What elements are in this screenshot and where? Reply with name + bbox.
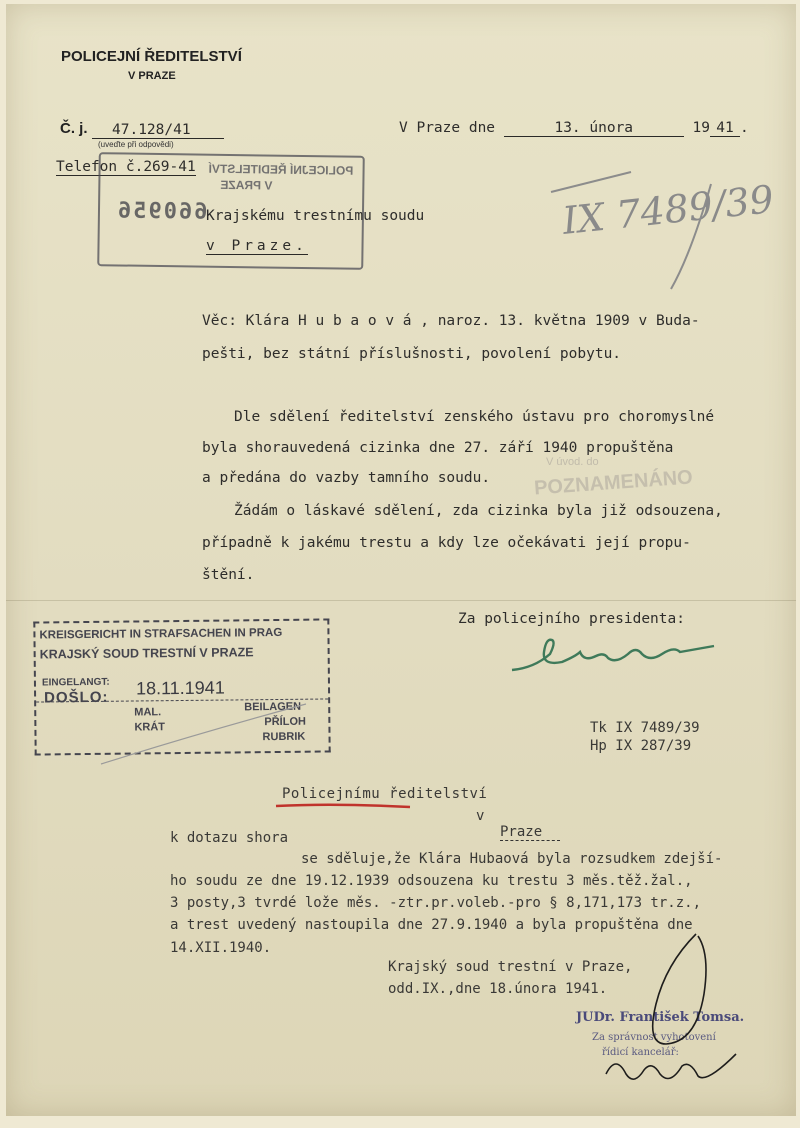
court-stamp-received-cz: DOŠLO: — [44, 688, 109, 707]
institution-city: V PRAZE — [128, 70, 176, 82]
police-stamp-line1: POLICEJNÍ ŘEDITELSTVÍ — [208, 161, 354, 178]
institution-name: POLICEJNÍ ŘEDITELSTVÍ — [61, 48, 242, 65]
reply-line4: a trest uvedený nastoupila dne 27.9.1940 a byla propuštěna dne — [170, 917, 693, 933]
reply-court: Krajský soud trestní v Praze, — [388, 959, 633, 975]
body-p2-line1: Žádám o láskavé sdělení, zda cizinka byla již odsouzena, — [234, 503, 723, 519]
court-stamp-received-de: EINGELANGT: — [41, 676, 110, 689]
document-page — [6, 4, 796, 1116]
reply-dept: odd.IX.,dne 18.února 1941. — [388, 981, 608, 997]
addressee-line2: v Praze. — [206, 238, 308, 254]
court-stamp-priloh: PŘÍLOH — [264, 715, 306, 729]
handwritten-file-mark: IX 7489/39 — [560, 177, 776, 243]
police-stamp-line2: V PRAZE — [220, 177, 273, 193]
green-signature — [504, 632, 724, 682]
date-prefix: V Praze dne — [399, 120, 496, 136]
body-p2-line2: případně k jakému trestu a kdy lze očekávati její propu- — [202, 535, 691, 551]
body-p1-line3: a předána do vazby tamního soudu. — [202, 470, 491, 486]
date-line: V Praze dne 13. února 19 41 . — [399, 120, 749, 136]
phone-label: Telefon č. — [56, 159, 144, 175]
subject-line1: Věc: Klára H u b a o v á , naroz. 13. května 1909 v Buda- — [202, 313, 700, 329]
judge-stamp-line2: Za správnost vyhotovení — [592, 1032, 716, 1043]
subject-line2: pešti, bez státní příslušnosti, povolení pobytu. — [202, 346, 622, 362]
reply-line1: se sděluje,že Klára Hubaová byla rozsudkem zdejší- — [301, 851, 723, 867]
court-stamp-mal: MAL. — [134, 706, 162, 719]
pencil-strokes — [541, 164, 741, 294]
judge-stamp-line3: řídicí kancelář: — [602, 1047, 679, 1058]
year-value: 41 — [710, 120, 740, 137]
court-stamp-beilagen: BEILAGEN — [244, 700, 302, 714]
court-stamp-line1: KREISGERICHT IN STRAFSACHEN IN PRAG — [39, 626, 283, 642]
faint-stamp-line2: POZNAMENÁNO — [533, 466, 694, 500]
for-president-label: Za policejního presidenta: — [458, 611, 685, 627]
judge-name: JUDr. František Tomsa. — [576, 1010, 745, 1025]
pencil-slash — [96, 694, 316, 774]
reply-line3: 3 posty,3 tvrdé lože měs. -ztr.pr.voleb.-pro § 8,171,173 tr.z., — [170, 895, 702, 911]
year-prefix: 19 — [692, 120, 710, 136]
faint-stamp-line1: V úvod. do — [546, 456, 599, 468]
court-stamp-krat: KRÁT — [134, 721, 166, 734]
reply-recipient-v: v — [476, 808, 485, 824]
addressee-line1: Krajskému trestnímu soudu — [206, 208, 425, 224]
date-value: 13. února — [504, 120, 684, 137]
court-stamp-date: 18.11.1941 — [135, 677, 225, 699]
file-ref-tk: Tk IX 7489/39 — [590, 720, 700, 736]
reply-recipient: Policejnímu ředitelství — [282, 786, 488, 802]
fold-line — [6, 600, 796, 601]
police-stamp-number: 660956 — [115, 198, 208, 225]
reply-line2: ho soudu ze dne 19.12.1939 odsouzena ku trestu 3 měs.těž.žal., — [170, 873, 693, 889]
court-stamp-line2: KRAJSKÝ SOUD TRESTNÍ V PRAZE — [39, 645, 254, 662]
ref-number: 47.128/41 — [92, 122, 224, 139]
ref-label: Č. j. — [60, 120, 88, 137]
red-pencil-underline — [274, 800, 414, 812]
phone-number: 269-41 — [143, 159, 196, 175]
body-p1-line1: Dle sdělení ředitelství zenského ústavu pro choromyslné — [234, 409, 715, 425]
reply-recipient-city: Praze — [500, 824, 560, 841]
reply-intro: k dotazu shora — [170, 830, 289, 846]
body-p2-line3: štění. — [202, 567, 255, 583]
ref-hint: (uveďte při odpovědi) — [98, 140, 174, 149]
black-signature — [586, 924, 756, 1104]
reply-line5: 14.XII.1940. — [170, 940, 272, 956]
court-stamp-rubrik: RUBRIK — [262, 730, 306, 744]
body-p1-line2: byla shorauvedená cizinka dne 27. září 1940 propuštěna — [202, 440, 674, 456]
file-ref-hp: Hp IX 287/39 — [590, 738, 692, 754]
